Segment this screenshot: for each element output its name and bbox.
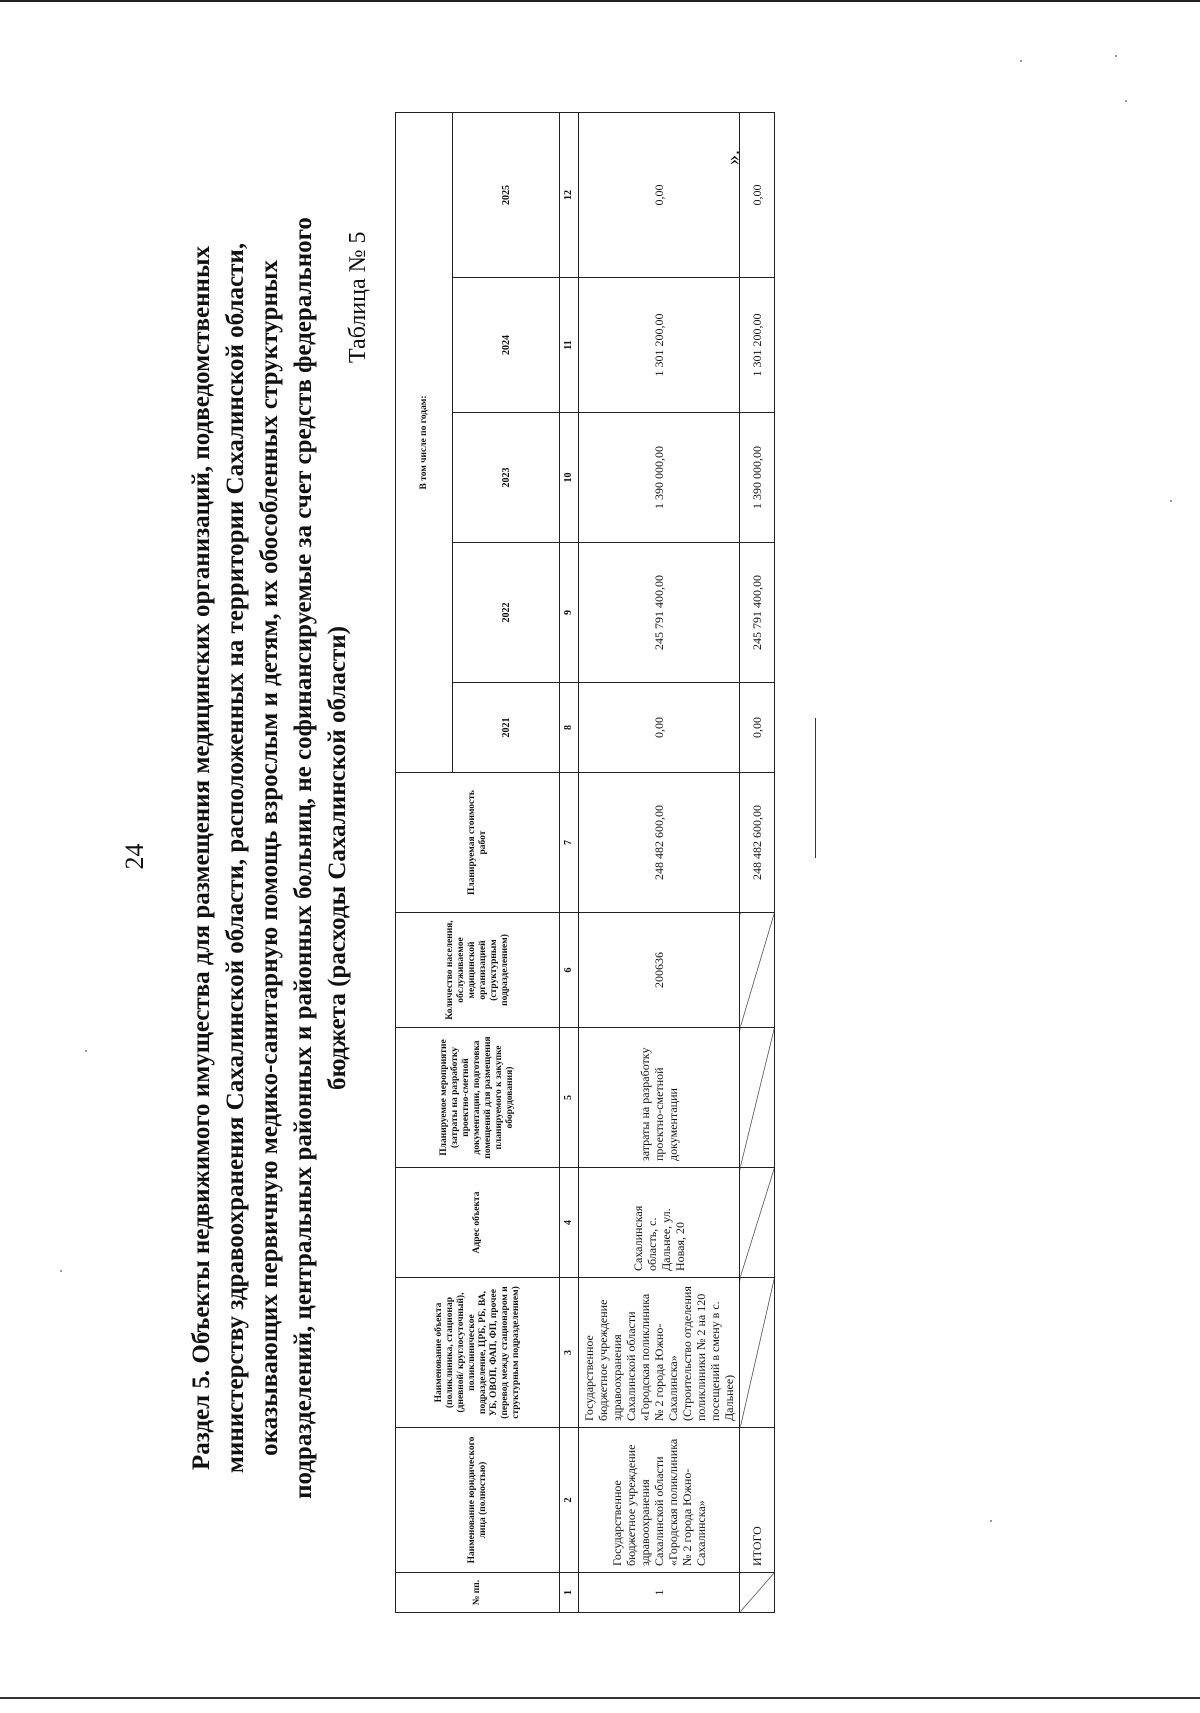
row-num: 1 (579, 1573, 740, 1613)
row-2024: 1 301 200,00 (579, 278, 740, 413)
row-entity: Государственное бюджетное учреждение здравоохранения Сахалинской области «Городская поликлиника № 2 города Южно-Сахалинска» (579, 1428, 740, 1573)
total-2022: 245 791 400,00 (740, 543, 775, 683)
header-population: Количество населения, обслуживаемое медицинской организацией (структурным подразделением) (396, 913, 560, 1028)
row-object: Государственное бюджетное учреждение здравоохранения Сахалинской области «Городская поликлиника № 2 города Южно-Сахалинска» (Строительство отделения поликлиники № 2 на 120 посещений в смену в с. Дальнее) (579, 1278, 740, 1428)
header-object: Наименование объекта (поликлиника, стационар (дневной/ круглосуточный), поликлиническое подразделение, ЦРБ, РБ, ВА, УБ, ОВОП, ФАП, ФП, прочее (перевод между стационаром и структурным подразделением) (396, 1278, 560, 1428)
column-number: 8 (560, 683, 579, 773)
row-cost: 248 482 600,00 (579, 773, 740, 913)
table-row (579, 112, 740, 1612)
column-number: 11 (560, 278, 579, 413)
row-2021: 0,00 (579, 683, 740, 773)
column-number: 3 (560, 1278, 579, 1428)
header-year: 2025 (453, 112, 560, 277)
total-2025: 0,00 (740, 112, 775, 277)
column-number: 1 (560, 1573, 579, 1613)
row-2025: 0,00 (579, 112, 740, 277)
total-row (740, 112, 775, 1612)
row-activity: затраты на разработку проектно-сметной документации (579, 1028, 740, 1168)
column-number-row (560, 112, 579, 1612)
total-2021: 0,00 (740, 683, 775, 773)
total-empty-cell (740, 1573, 775, 1613)
table-header-row (396, 112, 453, 1612)
column-number: 9 (560, 543, 579, 683)
total-empty-cell (740, 913, 775, 1028)
column-number: 5 (560, 1028, 579, 1168)
row-address: Сахалинская область, с. Дальнее, ул. Новая, 20 (579, 1168, 740, 1278)
header-cost: Планируемая стоимость работ (396, 773, 560, 913)
total-label: ИТОГО (740, 1428, 775, 1573)
table-caption: Таблица № 5 (345, 231, 371, 363)
closing-quote-mark: ». (722, 150, 744, 165)
column-number: 2 (560, 1428, 579, 1573)
row-2022: 245 791 400,00 (579, 543, 740, 683)
header-by-years: В том числе по годам: (396, 112, 453, 772)
page-number: 24 (120, 843, 149, 870)
objects-table (395, 112, 775, 1613)
total-cost: 248 482 600,00 (740, 773, 775, 913)
separator-rule (815, 718, 816, 858)
header-year: 2022 (453, 543, 560, 683)
total-empty-cell (740, 1278, 775, 1428)
header-year: 2021 (453, 683, 560, 773)
header-num: № пп. (396, 1573, 560, 1613)
column-number: 12 (560, 112, 579, 277)
row-population: 200636 (579, 913, 740, 1028)
section-heading: Раздел 5. Объекты недвижимого имущества для размещения медицинских организаций, подведомственных министерству здравоохранения Сахалинской области, расположенных на территории Сахалинской области, оказывающих первичную медико-санитарную помощь взрослым и детям, их обособленных структурных подразделений, центральных районных и районных больниц, не софинансируемые за счет средств федерального бюджета (расходы Сахалинской области) (188, 217, 351, 1499)
total-2024: 1 301 200,00 (740, 278, 775, 413)
column-number: 7 (560, 773, 579, 913)
total-2023: 1 390 000,00 (740, 413, 775, 543)
column-number: 10 (560, 413, 579, 543)
total-empty-cell (740, 1168, 775, 1278)
header-address: Адрес объекта (396, 1168, 560, 1278)
row-2023: 1 390 000,00 (579, 413, 740, 543)
column-number: 4 (560, 1168, 579, 1278)
header-entity: Наименование юридического лица (полностью) (396, 1428, 560, 1573)
header-year: 2024 (453, 278, 560, 413)
total-empty-cell (740, 1028, 775, 1168)
header-year: 2023 (453, 413, 560, 543)
header-activity: Планируемое мероприятие (затраты на разработку проектно-сметной документации, подготовка помещений для размещения планируемого к закупке оборудования) (396, 1028, 560, 1168)
column-number: 6 (560, 913, 579, 1028)
